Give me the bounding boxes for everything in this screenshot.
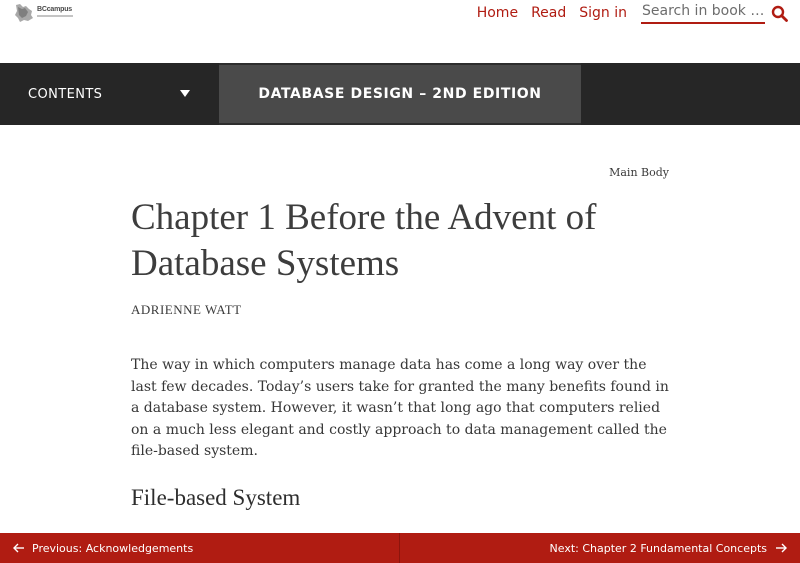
book-bar-spacer [581, 63, 800, 125]
previous-chapter-label: Previous: Acknowledgements [32, 541, 194, 555]
previous-chapter-link[interactable] [0, 533, 400, 563]
bccampus-logo[interactable] [14, 3, 73, 23]
section-label: Main Body [609, 166, 669, 179]
search-button[interactable] [770, 4, 788, 22]
search-icon [771, 5, 788, 22]
nav-home-link[interactable]: Home [476, 5, 519, 21]
nav-read-link[interactable]: Read [531, 5, 567, 21]
search-input[interactable] [641, 2, 765, 24]
book-title: DATABASE DESIGN – 2ND EDITION [258, 86, 542, 102]
bc-map-icon [14, 3, 34, 23]
intro-paragraph: The way in which computers manage data has come a long way over the last few decades. Today’s users take for granted the many benefits found in a database system. However, it wasn’t that long ago that computers relied on a much less elegant and costly approach to data management called the file-based system. [131, 357, 669, 459]
contents-toggle-button[interactable] [0, 63, 219, 125]
site-header [0, 0, 800, 63]
logo-tagline [37, 15, 73, 17]
nav-sign-in-link[interactable]: Sign in [579, 5, 627, 21]
book-navigation-bar [0, 63, 800, 125]
arrow-left-icon [12, 541, 26, 555]
arrow-right-icon [774, 541, 788, 555]
contents-label: CONTENTS [28, 86, 103, 102]
book-title-link[interactable] [219, 65, 581, 123]
chevron-down-icon [180, 90, 190, 97]
top-navigation [464, 2, 788, 24]
chapter-pagination [0, 533, 800, 563]
author-name: ADRIENNE WATT [131, 302, 242, 317]
next-chapter-label: Next: Chapter 2 Fundamental Concepts [549, 541, 767, 555]
chapter-title: Chapter 1 Before the Advent of Database Systems [131, 197, 597, 284]
next-chapter-link[interactable] [400, 533, 800, 563]
section-heading: File-based System [131, 485, 301, 510]
logo-brand-text: BCcampus [37, 6, 72, 13]
